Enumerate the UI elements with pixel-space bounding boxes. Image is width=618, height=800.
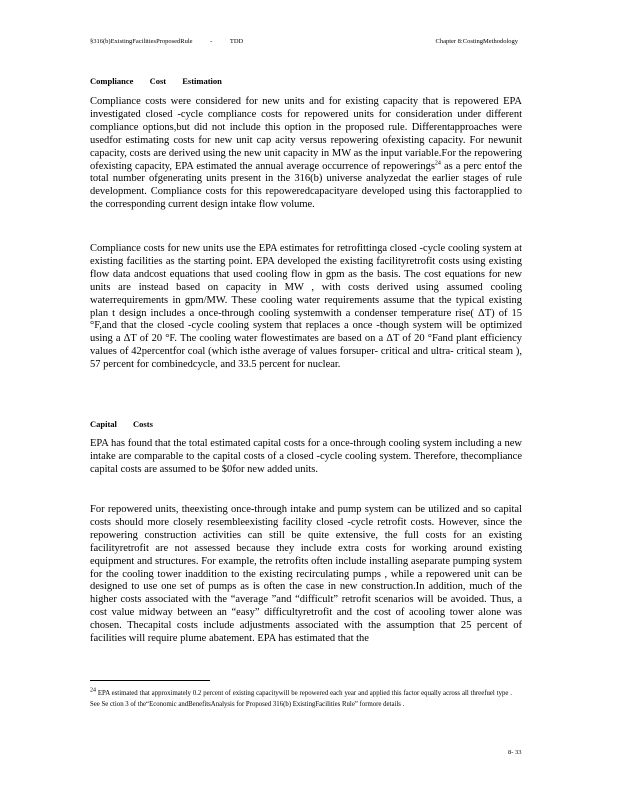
running-header	[90, 38, 518, 45]
footnote-marker: 24	[90, 687, 96, 694]
footnote	[90, 689, 512, 710]
footnote-divider	[90, 680, 210, 681]
paragraph-repowering-text-b: as a perc entof the total number ofgenerating units present in the 316(b) universe analyzedat the earlier stages of rule development. Compliance costs for this repoweredcapacityare developed using this factorapplied to the corresponding current design intake flow volume.	[90, 160, 522, 211]
section-heading-capital: Capital Costs	[90, 419, 153, 429]
header-separator: -	[210, 38, 213, 45]
footnote-text: EPA estimated that approximately 0.2 percent of existing capacitywill be repowered each year and applied this factor equally across all threefuel type . See Se ction 3 of the“Economic andBenefitsAnalysis for Proposed 316(b) ExistingFacilities Rule” formore details .	[90, 690, 512, 708]
paragraph-repowering	[90, 96, 522, 212]
paragraph-repowering-text-a: Compliance costs were considered for new units and for existing capacity that is repowered EPA investigated closed -cycle compliance costs for repowered units for consideration under different compliance options,but did not include this option in the proposed rule. Differentapproaches were usedfor estimating costs for new unit cap acity versus repowering ofexisting capacity. For newunit capacity, costs are derived using the new unit capacity in MW as the input variable.For the repowering ofexisting capacity, EPA estimated the annual average occurrence of repowerings	[90, 96, 522, 172]
header-left	[90, 38, 259, 45]
header-doc-id: §316(b)ExistingFacilitiesProposedRule	[90, 38, 193, 45]
paragraph-new-units: Compliance costs for new units use the EPA estimates for retrofittinga closed -cycle cooling system at existing facilities as the starting point. EPA developed the existing facilityretrofit costs using existing flow data andcost equations that used cooling flow in gpm as the basis. The cost equations for new units are instead based on capacity in MW , with costs derived using assumed cooling waterrequirements in gpm/MW. These cooling water requirements assume that the typical existing plan t design includes a once-through cooling systemwith a condenser temperature rise( ΔT) of 15 °F,and that the closed -cycle cooling system that replaces a once -though system will be optimized using a ΔT of 20 °F. The cooling water flowestimates are based on a ΔT of 20 °Fand plant efficiency values of 42percentfor coal (which isthe average of values forsuper- critical and ultra- critical steam ), 57 percent for combinedcycle, and 33.5 percent for nuclear.	[90, 243, 522, 371]
header-doc-type: TDD	[229, 38, 244, 45]
footnote-reference: 24	[434, 160, 441, 167]
paragraph-capital-costs: EPA has found that the total estimated capital costs for a once-through cooling system including a new intake are comparable to the capital costs of a closed -cycle cooling system. Therefore, thecompliance capital costs are assumed to be $0for new added units.	[90, 438, 522, 475]
page-number: 8- 33	[508, 749, 522, 756]
section-heading-compliance: Compliance Cost Estimation	[90, 76, 222, 86]
header-chapter: Chapter 8:CostingMethodology	[435, 38, 518, 45]
paragraph-repowered-units: For repowered units, theexisting once-through intake and pump system can be utilized and so capital costs should more closely resembleexisting facility closed -cycle retrofit costs. However, since the repowering construction activities can still be quite extensive, the full costs for an existing facilityretrofit are not assessed because they include extra costs for working around existing equipment and structures. For example, the retrofits often include installing aseparate pumping system for the cooling tower inaddition to the existing recirculating pumps , while a repowered unit can be designed to use one set of pumps as is often the case in new construction.In addition, much of the higher costs associated with the “average ”and “difficult” retrofit scenarios will be avoided. Thus, a cost value midway between an “easy” difficultyretrofit and the cost of acooling tower alone was chosen. Thecapital costs include adjustments associated with the assumption that 25 percent of facilities will require plume abatement. EPA has estimated that the	[90, 504, 522, 645]
